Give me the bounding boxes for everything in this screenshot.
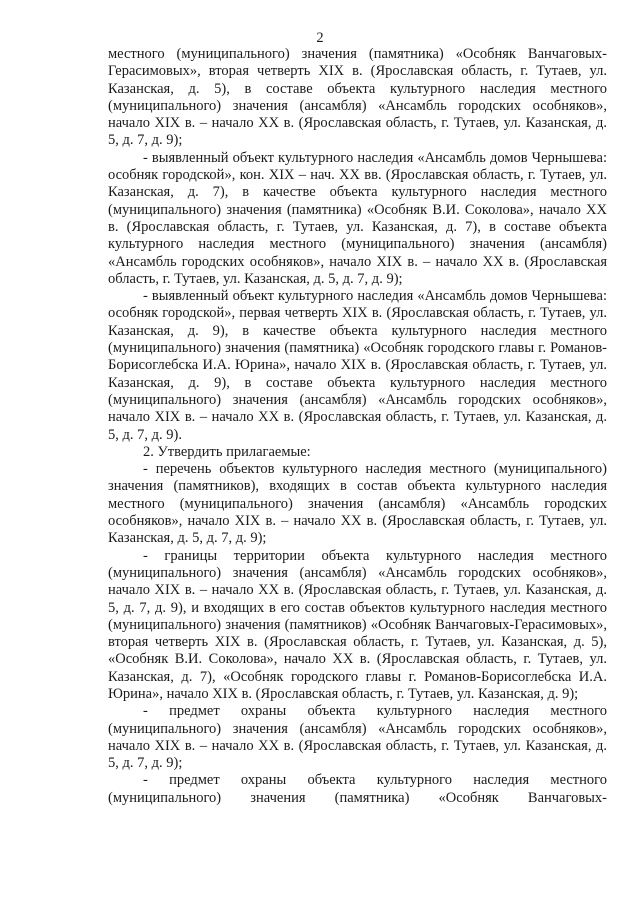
paragraph-item-sokolov-mansion: - выявленный объект культурного наследия «Ансамбль домов Чернышева: особняк городской», кон. XIX – нач. XX вв. (Ярославская область, г. Тутаев, ул. Казанская, д. 7), в качестве объекта культурного наследия местного (муниципального) значения (памятника) «Особняк В.И. Соколова», начало XX в. (Ярославская область, г. Тутаев, ул. Казанская, д. 7), в составе объекта культурного наследия местного (муниципального) значения (ансамбля) «Ансамбль городских особняков», начало XIX в. – начало XX в. (Ярославская область, г. Тутаев, ул. Казанская, д. 5, д. 7, д. 9); — [108, 149, 607, 287]
document-body — [108, 46, 607, 807]
page-number: 2 — [316, 30, 324, 46]
paragraph-item-territory-boundaries: - границы территории объекта культурного наследия местного (муниципального) значения (ансамбля) «Ансамбль городских особняков», начало XIX в. – начало XX в. (Ярославская область, г. Тутаев, ул. Казанская, д. 5, д. 7, д. 9), и входящих в его состав объектов культурного наследия местного (муниципального) значения (памятников) «Особняк Ванчаговых-Герасимовых», вторая четверть XIX в. (Ярославская область, г. Тутаев, ул. Казанская, д. 5), «Особняк В.И. Соколова», начало XX в. (Ярославская область, г. Тутаев, ул. Казанская, д. 7), «Особняк городского главы г. Романов-Борисоглебска И.А. Юрина», начало XIX в. (Ярославская область, г. Тутаев, ул. Казанская, д. 9); — [108, 547, 607, 702]
paragraph-item-protection-subject-ensemble: - предмет охраны объекта культурного наследия местного (муниципального) значения (ансамбля) «Ансамбль городских особняков», начало XIX в. – начало XX в. (Ярославская область, г. Тутаев, ул. Казанская, д. 5, д. 7, д. 9); — [108, 703, 607, 772]
paragraph-item-protection-subject-monument: - предмет охраны объекта культурного наследия местного (муниципального) значения (памятника) «Особняк Ванчаговых- — [108, 772, 607, 806]
paragraph-item-yurin-mansion: - выявленный объект культурного наследия «Ансамбль домов Чернышева: особняк городской», первая четверть XIX в. (Ярославская область, г. Тутаев, ул. Казанская, д. 9), в качестве объекта культурного наследия местного (муниципального) значения (памятника) «Особняк городского главы г. Романов-Борисоглебска И.А. Юрина», начало XIX в. (Ярославская область, г. Тутаев, ул. Казанская, д. 9), в составе объекта культурного наследия местного (муниципального) значения (ансамбля) «Ансамбль городских особняков», начало XIX в. – начало XX в. (Ярославская область, г. Тутаев, ул. Казанская, д. 5, д. 7, д. 9). — [108, 288, 607, 443]
paragraph-clause-2-approve: 2. Утвердить прилагаемые: — [143, 443, 311, 460]
paragraph-continued-monument-vanchagovy: местного (муниципального) значения (памятника) «Особняк Ванчаговых-Герасимовых», вторая четверть XIX в. (Ярославская область, г. Тутаев, ул. Казанская, д. 5), в составе объекта культурного наследия местного (муниципального) значения (ансамбля) «Ансамбль городских особняков», начало XIX в. – начало XX в. (Ярославская область, г. Тутаев, ул. Казанская, д. 5, д. 7, д. 9); — [108, 46, 607, 149]
paragraph-item-list-of-objects: - перечень объектов культурного наследия местного (муниципального) значения (памятников), входящих в состав объекта культурного наследия местного (муниципального) значения (ансамбля) «Ансамбль городских особняков», начало XIX в. – начало XX в. (Ярославская область, г. Тутаев, ул. Казанская, д. 5, д. 7, д. 9); — [108, 461, 607, 547]
